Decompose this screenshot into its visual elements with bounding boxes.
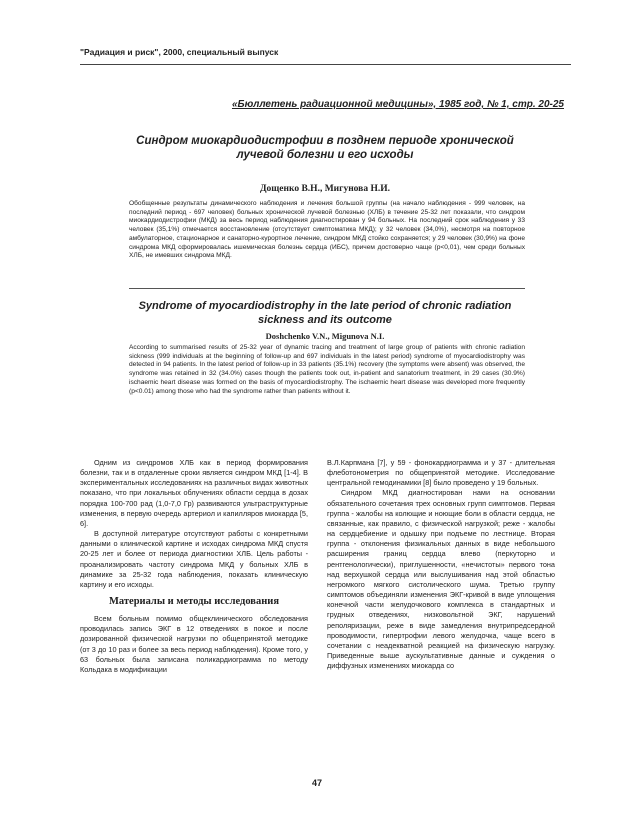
- running-header: "Радиация и риск", 2000, специальный выпуск: [80, 47, 279, 57]
- authors-ru: Дощенко В.Н., Мигунова Н.И.: [260, 184, 390, 194]
- page-number: 47: [311, 778, 322, 788]
- abstract-ru: [129, 200, 525, 261]
- body-paragraph: Синдром МКД диагностирован нами на основании обязательного сочетания трех основных групп симптомов. Первая группа - жалобы на колющие и ноющие боли в области сердца, не связанные, как правило, с физической нагрузкой; реже - жалобы на сердцебиение и одышку при подъеме по лестнице. Вторая группа - отклонения физикальных данных в виде небольшого расширения границ сердца влево (перкуторно и рентгенологически), приглушенности, «нечистоты» первого тона над верхушкой сердца или выслушивания над этой областью негромкого мягкого систолического шума. Третью группу симптомов объединяли изменения ЭКГ-кривой в виде уплощения конечной части желудочкового комплекса в стандартных и грудных отведениях, низковольтной ЭКГ, нарушений реполяризации, реже в виде замедления внутрипредсердной проводимости, гипертрофии левого желудочка, чаще всего в сочетании с неадекватной реакцией на физическую нагрузку. Приведенные выше аускультативные данные и суждения о диффузных изменениях миокарда со: [327, 488, 555, 671]
- section-heading: Материалы и методы исследования: [108, 596, 280, 608]
- body-column-right: [327, 458, 555, 671]
- abstract-en-text: According to summarised results of 25-32 year of dynamic tracing and treatment of large group of patients with chronic radiation sickness (999 individuals at the beginning of follow-up and 697 individuals in the latest period) syndrome of myocardiodistrophy was detected in 94 patients. In the latest period of follow-up in 33 patients (35.1%) recovery (the symptoms were absent) was observed, the syndrome was retained in 32 (34.0%) cases though the patients took out, in-patient and sanatorium treatment, in 29 cases (30.9%) ischaemic heart disease was formed on the basis of myocardiodistrophy. The ischaemic heart disease was developed more frequently (p<0.01) among those who had the syndrome rather than patients without it.: [129, 344, 525, 395]
- abstract-ru-text: Обобщенные результаты динамического наблюдения и лечения большой группы (на начало наблюдения - 999 человек, на последний период - 697 человек) больных хронической лучевой болезнью (ХЛБ) в течение 25-32 лет показали, что синдром миокардиодистрофии (МКД) за весь период наблюдения диагностирован у 94 больных. На последний срок наблюдения у 33 человек (35,1%) отмечается восстановление (отсутствует симптоматика МКД); у 32 человек (34,0%), несмотря на повторное амбулаторное, стационарное и санаторно-курортное лечение, синдром МКД стойко сохраняется; у 29 человек (30,9%) на фоне синдрома МКД сформировалась ишемическая болезнь сердца (ИБС), причем достоверно чаще (p<0,01), чем среди больных ХЛБ, не имевших синдрома МКД.: [129, 200, 525, 260]
- body-column-left: [80, 458, 308, 675]
- abstract-divider: [129, 288, 525, 289]
- article-title-ru: Синдром миокардиодистрофии в позднем периоде хронической лучевой болезни и его исходы: [136, 135, 514, 161]
- abstract-en: [129, 344, 525, 396]
- body-paragraph: В.Л.Карпмана [7], у 59 - фонокардиограмма и у 37 - длительная флеботонометрия по общепринятой методике. Исследование центральной гемодинамики [8] было проведено у 19 больных.: [327, 458, 555, 488]
- body-paragraph: Всем больным помимо общеклинического обследования проводилась запись ЭКГ в 12 отведениях в покое и после дозированной физической нагрузки по общепринятой методике (от 3 до 10 раз и более за весь период наблюдения). Кроме того, у 63 больных была записана поликардиограмма по методу Кольдака в модификации: [80, 614, 308, 674]
- authors-en: Doshchenko V.N., Migunova N.I.: [265, 331, 385, 341]
- article-title-en: Syndrome of myocardiodistrophy in the late period of chronic radiation sickness and its outcome: [138, 300, 512, 326]
- header-divider: [80, 64, 571, 65]
- body-paragraph: Одним из синдромов ХЛБ как в период формирования болезни, так и в отдаленные сроки является синдром МКД [1-4]. В экспериментальных исследованиях на различных видах животных показано, что при локальных облучениях области сердца в дозах порядка 100-700 рад (1,0-7,0 Гр) развиваются ультраструктурные изменения, в первую очередь артериол и капилляров миокарда [5, 6].: [80, 458, 308, 528]
- body-paragraph: В доступной литературе отсутствуют работы с конкретными данными о клинической картине и исходах синдрома МКД спустя 20-25 лет и более от периода диагностики ХЛБ. Цель работы - проанализировать частоту синдрома МКД у больных ХЛБ в динамике за 25-32 года наблюдения, показать клиническую картину и его исходы.: [80, 529, 308, 589]
- journal-reference: «Бюллетень радиационной медицины», 1985 год, № 1, стр. 20-25: [231, 99, 564, 110]
